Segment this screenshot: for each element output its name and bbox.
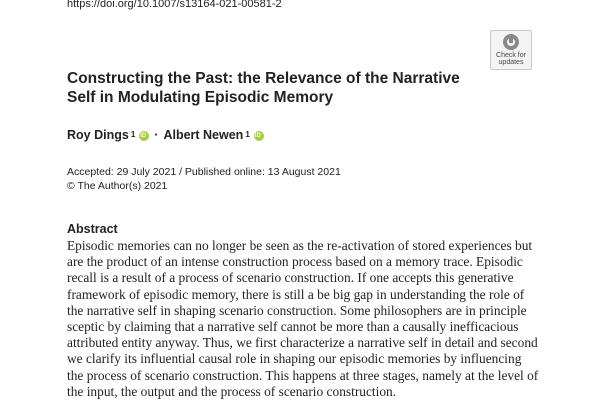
abstract-line: we clarify its influential causal role in shaping our episodic memories by influencing <box>67 351 522 367</box>
affiliation-marker: 1 <box>245 129 250 139</box>
abstract-text <box>67 238 539 400</box>
abstract-line: the process of scenario construction. This happens at three stages, namely at the level of <box>67 367 539 383</box>
author-name[interactable]: Roy Dings <box>67 128 129 142</box>
abstract-line: recall is a result of a process of scenario construction. If one accepts this generative <box>67 270 514 286</box>
publication-meta <box>67 165 341 193</box>
abstract-heading: Abstract <box>67 222 118 236</box>
copyright-notice: © The Author(s) 2021 <box>67 180 168 192</box>
abstract-line: attributed entity anyway. Thus, we first characterize a narrative self in detail and second <box>67 335 538 351</box>
paper-title <box>67 69 487 107</box>
abstract-line: are the product of an intense construction process based on a memory trace. Episodic <box>67 254 523 270</box>
badge-label-line2: updates <box>498 59 524 66</box>
author-name[interactable]: Albert Newen <box>163 128 244 142</box>
check-for-updates-label <box>491 52 531 66</box>
title-line: Constructing the Past: the Relevance of the Narrative <box>67 70 460 87</box>
orcid-icon[interactable] <box>139 131 149 141</box>
abstract-line: sceptic by claiming that a narrative self cannot be more than a causally inefficacious <box>67 319 519 335</box>
abstract-line: framework of episodic memory, there is still a be big gap in understanding the role of <box>67 286 525 302</box>
check-for-updates-badge[interactable] <box>490 30 532 70</box>
author-list <box>67 128 264 142</box>
badge-label-line1: Check for <box>496 52 526 59</box>
orcid-icon[interactable] <box>254 131 264 141</box>
title-line: Self in Modulating Episodic Memory <box>67 89 334 106</box>
affiliation-marker: 1 <box>130 129 136 139</box>
abstract-line: Episodic memories can no longer be seen as the re-activation of stored experiences but <box>67 238 533 253</box>
doi-link[interactable]: https://doi.org/10.1007/s13164-021-00581-2 <box>67 0 282 10</box>
author-separator: · <box>154 128 159 142</box>
crossmark-icon <box>503 34 519 50</box>
publication-dates: Accepted: 29 July 2021 / Published online: 13 August 2021 <box>67 166 341 178</box>
abstract-line: the narrative self in shaping scenario construction. Some philosophers are in principle <box>67 302 527 318</box>
abstract-line: the input, the output and the process of scenario construction. <box>67 383 397 399</box>
